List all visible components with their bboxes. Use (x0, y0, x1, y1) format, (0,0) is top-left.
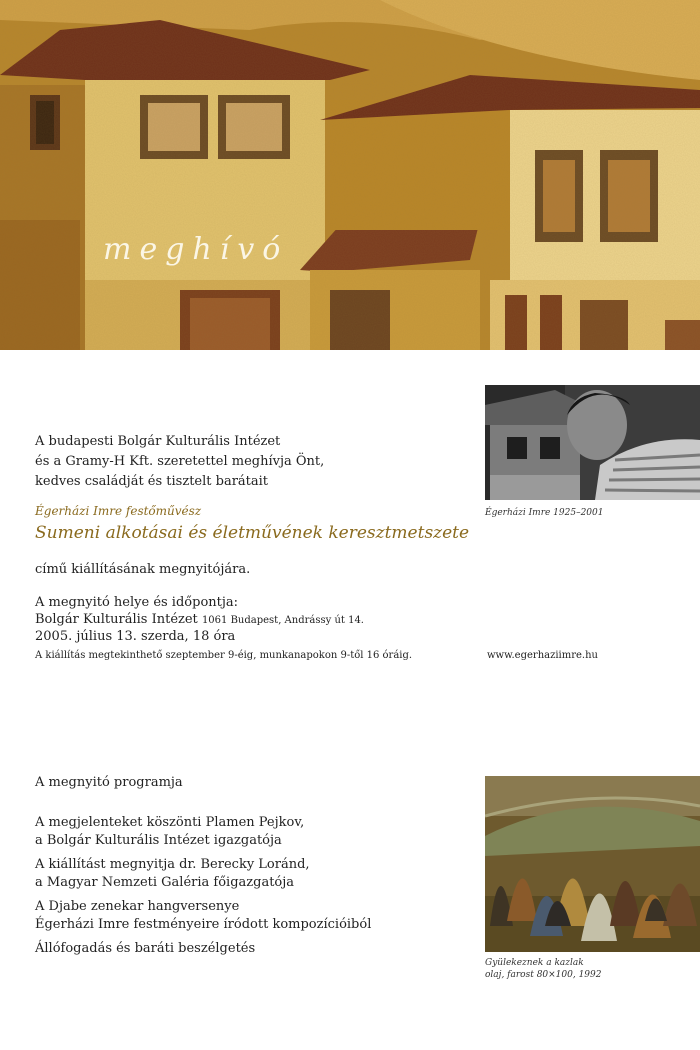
opening-hours: A kiállítás megtekinthető szeptember 9-éig, munkanapokon 9-től 16 óráig. (35, 650, 413, 661)
program-item-4: Állófogadás és baráti beszélgetés (35, 941, 256, 956)
program-item-1-line-1: A megjelenteket köszönti Plamen Pejkov, (35, 815, 305, 830)
invitation-after-title: című kiállításának megnyitójára. (35, 562, 251, 577)
venue-place: Bolgár Kulturális Intézet (35, 612, 198, 627)
invitation-title: meghívó (103, 232, 289, 267)
invitation-line-1: A budapesti Bolgár Kulturális Intézet (35, 434, 281, 449)
painting-caption-title: Gyülekeznek a kazlak (485, 958, 584, 968)
invitation-line-2: és a Gramy-H Kft. szeretettel meghívja Önt, (35, 454, 325, 469)
venue-address: 1061 Budapest, Andrássy út 14. (201, 615, 364, 626)
artist-portrait-photo (485, 385, 700, 500)
program-item-1-line-2: a Bolgár Kulturális Intézet igazgatója (35, 833, 282, 848)
venue-datetime: 2005. július 13. szerda, 18 óra (35, 629, 236, 644)
exhibition-title: Sumeni alkotásai és életművének keresztmetszete (35, 523, 470, 543)
website-link[interactable]: www.egerhaziimre.hu (487, 650, 598, 661)
program-item-2-line-1: A kiállítást megnyitja dr. Berecky Loránd, (35, 857, 310, 872)
invitation-line-3: kedves családját és tisztelt barátait (35, 474, 269, 489)
artist-line: Égerházi Imre festőművész (35, 504, 202, 518)
program-item-3-line-1: A Djabe zenekar hangversenye (35, 899, 240, 914)
hero-painting (0, 0, 700, 350)
village-painting-image (0, 0, 700, 350)
program-item-3-line-2: Égerházi Imre festményeire íródott kompozícióiból (35, 917, 372, 932)
painting-caption-details: olaj, farost 80×100, 1992 (485, 970, 602, 980)
haystacks-painting (485, 776, 700, 952)
venue-heading: A megnyitó helye és időpontja: (35, 595, 239, 610)
program-heading: A megnyitó programja (35, 775, 183, 790)
program-item-2-line-2: a Magyar Nemzeti Galéria főigazgatója (35, 875, 295, 890)
portrait-caption: Égerházi Imre 1925–2001 (485, 508, 604, 518)
